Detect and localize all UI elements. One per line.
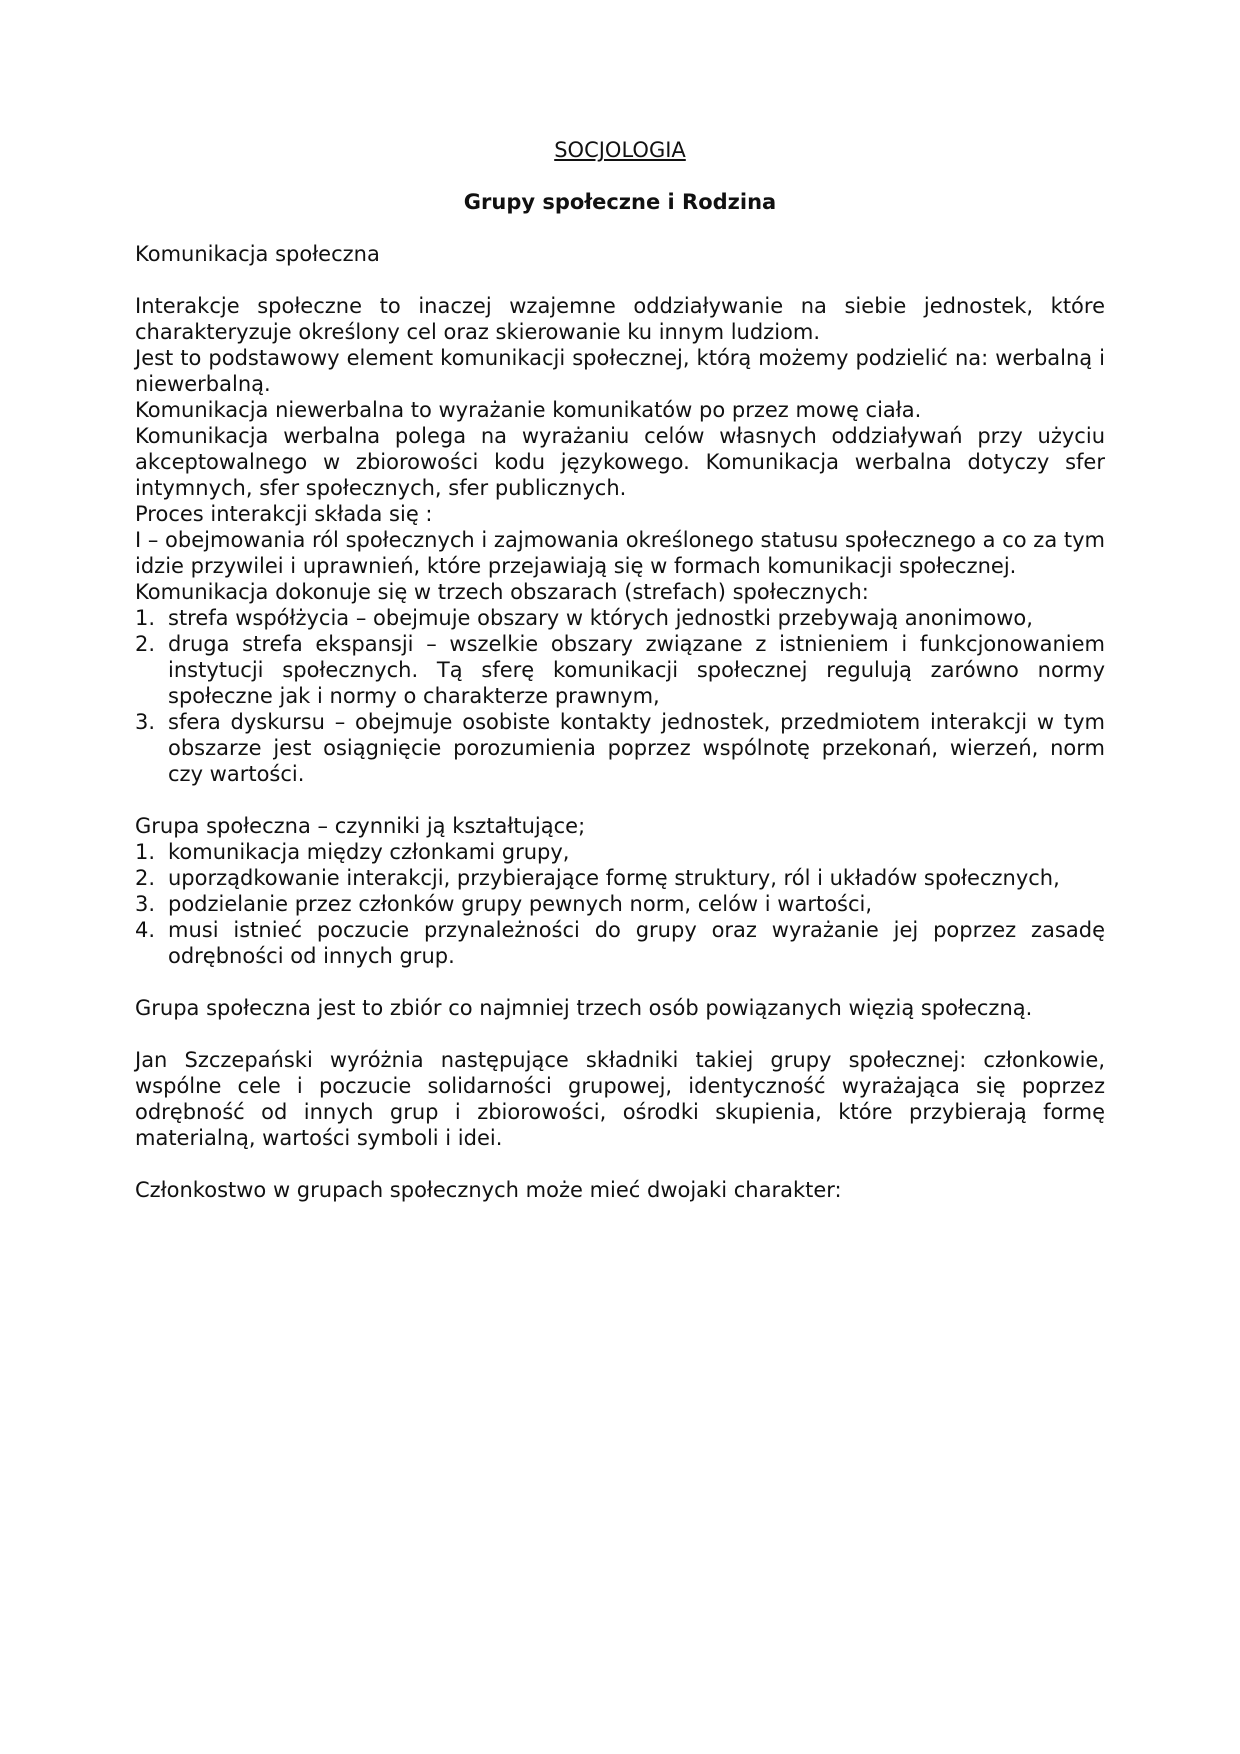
paragraph: Proces interakcji składa się :: [135, 502, 433, 526]
numbered-list-communication-spheres: [135, 605, 1105, 787]
list-item-number: 1.: [135, 840, 156, 864]
paragraph: Interakcje społeczne to inaczej wzajemne oddziaływanie na siebie jednostek, które charakteryzuje określony cel oraz skierowanie ku innym ludziom.: [135, 294, 1105, 344]
list-item-number: 2.: [135, 866, 156, 890]
list-item-text: druga strefa ekspansji – wszelkie obszary związane z istnieniem i funkcjonowaniem instytucji społecznych. Tą sferę komunikacji społecznej regulują zarówno normy społeczne jak i normy o charakterze prawnym,: [168, 632, 1105, 708]
list-item: [135, 917, 1105, 969]
list-item-text: musi istnieć poczucie przynależności do grupy oraz wyrażanie jej poprzez zasadę odrębności od innych grup.: [168, 918, 1105, 968]
paragraph: Członkostwo w grupach społecznych może mieć dwojaki charakter:: [135, 1178, 842, 1202]
section-heading: Grupa społeczna – czynniki ją kształtujące;: [135, 814, 586, 838]
page-subtitle: Grupy społeczne i Rodzina: [463, 190, 777, 214]
list-item: [135, 709, 1105, 787]
list-item-number: 3.: [135, 710, 156, 734]
paragraph: Jest to podstawowy element komunikacji społecznej, którą możemy podzielić na: werbalną i niewerbalną.: [135, 346, 1105, 396]
list-item: [135, 891, 1105, 917]
page-title: SOCJOLOGIA: [554, 138, 686, 162]
paragraph: Komunikacja werbalna polega na wyrażaniu celów własnych oddziaływań przy użyciu akceptowalnego w zbiorowości kodu językowego. Komunikacja werbalna dotyczy sfer intymnych, sfer społecznych, sfer publicznych.: [135, 424, 1105, 500]
list-item: [135, 631, 1105, 709]
list-item-text: sfera dyskursu – obejmuje osobiste kontakty jednostek, przedmiotem interakcji w tym obszarze jest osiągnięcie porozumienia poprzez wspólnotę przekonań, wierzeń, norm czy wartości.: [168, 710, 1105, 786]
list-item: [135, 839, 1105, 865]
list-item: [135, 865, 1105, 891]
paragraph: I – obejmowania ról społecznych i zajmowania określonego statusu społecznego a co za tym idzie przywilei i uprawnień, które przejawiają się w formach komunikacji społecznej.: [135, 528, 1105, 578]
list-item-text: strefa współżycia – obejmuje obszary w których jednostki przebywają anonimowo,: [168, 606, 1033, 630]
section-label: Komunikacja społeczna: [135, 242, 380, 266]
paragraph: Komunikacja dokonuje się w trzech obszarach (strefach) społecznych:: [135, 580, 869, 604]
list-item: [135, 605, 1105, 631]
list-item-number: 2.: [135, 632, 156, 656]
list-item-number: 3.: [135, 892, 156, 916]
list-item-text: komunikacja między członkami grupy,: [168, 840, 570, 864]
paragraph: Jan Szczepański wyróżnia następujące składniki takiej grupy społecznej: członkowie, wspólne cele i poczucie solidarności grupowej, identyczność wyrażająca się poprzez odrębność od innych grup i zbiorowości, ośrodki skupienia, które przybierają formę materialną, wartości symboli i idei.: [135, 1048, 1105, 1150]
paragraph: Komunikacja niewerbalna to wyrażanie komunikatów po przez mowę ciała.: [135, 398, 922, 422]
numbered-list-group-factors: [135, 839, 1105, 969]
list-item-text: podzielanie przez członków grupy pewnych norm, celów i wartości,: [168, 892, 873, 916]
paragraph: Grupa społeczna jest to zbiór co najmniej trzech osób powiązanych więzią społeczną.: [135, 996, 1033, 1020]
list-item-text: uporządkowanie interakcji, przybierające formę struktury, ról i układów społecznych,: [168, 866, 1060, 890]
list-item-number: 4.: [135, 918, 156, 942]
list-item-number: 1.: [135, 606, 156, 630]
